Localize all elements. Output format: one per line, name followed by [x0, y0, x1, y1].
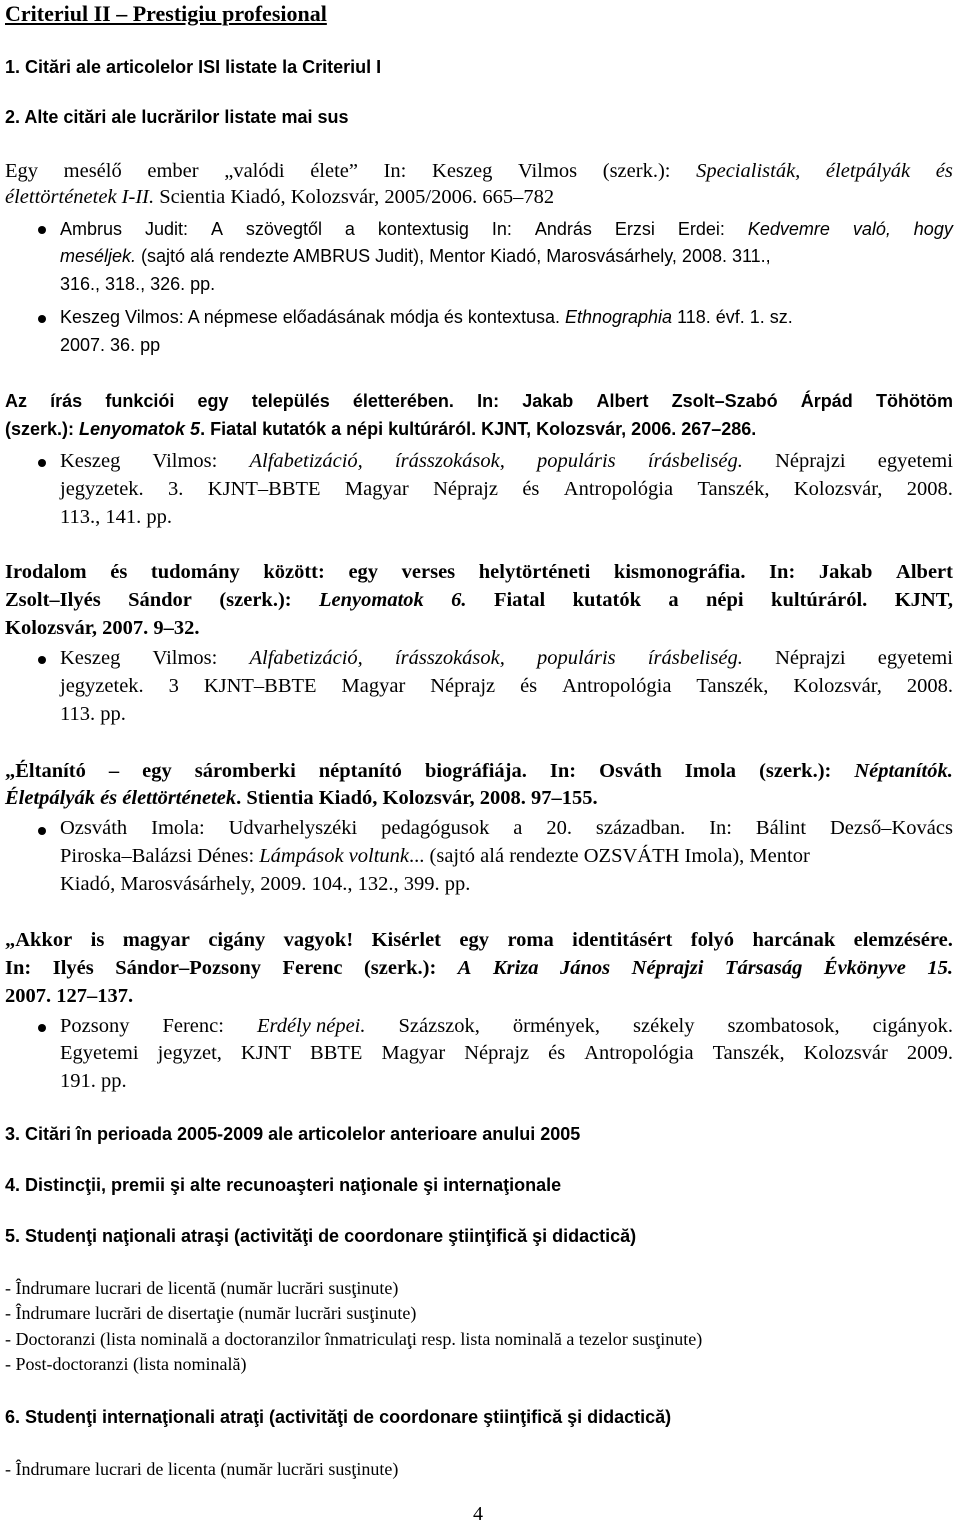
entry-5-citation-1-line-3: 191. pp.: [60, 1070, 127, 1092]
entry-1-citation-1-line-3: 316., 318., 326. pp.: [60, 274, 216, 294]
entry-4-citation-1-line-1: Ozsváth Imola: Udvarhelyszéki pedagógusok a 20. században. In: Bálint Dezső–Kovács: [60, 817, 953, 839]
entry-2-citation-1-line-1: Keszeg Vilmos: Alfabetizáció, írásszokások, populáris írásbeliség. Néprajzi egyetemi: [60, 450, 953, 472]
page-number: 4: [473, 1503, 483, 1525]
item-6-heading: 6. Studenţi internaţionali atraţi (activităţi de coordonare ştiinţifică şi didactică): [5, 1407, 672, 1427]
entry-2-citation-1-line-3: 113., 141. pp.: [60, 506, 172, 528]
entry-5-line-2: In: Ilyés Sándor–Pozsony Ferenc (szerk.): A Kriza János Néprajzi Társaság Évkönyve 15.: [5, 957, 953, 979]
list-item: - Doctoranzi (lista nominală a doctoranzilor înmatriculaţi resp. lista nominală a tezelor susţinute): [5, 1329, 703, 1349]
entry-4-citation-1-line-3: Kiadó, Marosvásárhely, 2009. 104., 132., 399. pp.: [60, 873, 471, 895]
bullet-icon: [38, 459, 46, 467]
bullet-icon: [38, 1024, 46, 1032]
bullet-icon: [38, 827, 46, 835]
bullet-icon: [38, 226, 46, 234]
entry-2-line-1: Az írás funkciói egy település életterében. In: Jakab Albert Zsolt–Szabó Árpád Töhötöm: [5, 391, 953, 411]
entry-3-citation-1-line-3: 113. pp.: [60, 703, 126, 725]
entry-5-line-3: 2007. 127–137.: [5, 985, 134, 1007]
entry-3-line-3: Kolozsvár, 2007. 9–32.: [5, 617, 200, 639]
list-item: - Îndrumare lucrari de licenta (număr lucrări susţinute): [5, 1459, 399, 1479]
item-3-heading: 3. Citări în perioada 2005-2009 ale articolelor anterioare anului 2005: [5, 1124, 581, 1144]
list-item: - Post-doctoranzi (lista nominală): [5, 1354, 247, 1374]
bullet-icon: [38, 656, 46, 664]
section-title: Criteriul II – Prestigiu profesional: [5, 1, 327, 26]
entry-3-citation-1-line-2: jegyzetek. 3 KJNT–BBTE Magyar Néprajz és Antropológia Tanszék, Kolozsvár, 2008.: [60, 675, 953, 697]
entry-3-citation-1-line-1: Keszeg Vilmos: Alfabetizáció, írásszokások, populáris írásbeliség. Néprajzi egyetemi: [60, 647, 953, 669]
list-item: - Îndrumare lucrări de disertaţie (număr lucrări susţinute): [5, 1303, 417, 1323]
entry-4-line-1: „Éltanító – egy sáromberki néptanító biográfiája. In: Osváth Imola (szerk.): Néptanítók.: [5, 760, 953, 782]
item-5-heading: 5. Studenţi naţionali atraşi (activităţi de coordonare ştiinţifică şi didactică): [5, 1226, 637, 1246]
entry-1-citation-2-line-1: Keszeg Vilmos: A népmese előadásának módja és kontextusa. Ethnographia 118. évf. 1. sz.: [60, 307, 793, 327]
entry-4-citation-1-line-2: Piroska–Balázsi Dénes: Lámpások voltunk... (sajtó alá rendezte OZSVÁTH Imola), Mentor: [60, 845, 810, 867]
item-1-heading: 1. Citări ale articolelor ISI listate la Criteriul I: [5, 57, 382, 77]
entry-3-line-1: Irodalom és tudomány között: egy verses helytörténeti kismonográfia. In: Jakab Albert: [5, 561, 953, 583]
entry-1-citation-2-line-2: 2007. 36. pp: [60, 335, 161, 355]
entry-5-line-1: „Akkor is magyar cigány vagyok! Kisérlet egy roma identitásért folyó harcának elemzésére.: [5, 929, 953, 951]
entry-2-line-2: (szerk.): Lenyomatok 5. Fiatal kutatók a népi kultúráról. KJNT, Kolozsvár, 2006. 267–286.: [5, 419, 757, 439]
entry-5-citation-1-line-2: Egyetemi jegyzet, KJNT BBTE Magyar Néprajz és Antropológia Tanszék, Kolozsvár 2009.: [60, 1042, 953, 1064]
bullet-icon: [38, 315, 46, 323]
entry-5-citation-1-line-1: Pozsony Ferenc: Erdély népei. Százszok, örmények, székely szombatosok, cigányok.: [60, 1015, 953, 1037]
entry-1-citation-1-line-1: Ambrus Judit: A szövegtől a kontextusig In: András Erzsi Erdei: Kedvemre való, hogy: [60, 219, 953, 239]
entry-1-line-2: élettörténetek I-II. Scientia Kiadó, Kolozsvár, 2005/2006. 665–782: [5, 186, 555, 208]
entry-4-line-2: Életpályák és élettörténetek. Stientia Kiadó, Kolozsvár, 2008. 97–155.: [5, 787, 598, 809]
list-item: - Îndrumare lucrari de licentă (număr lucrări susţinute): [5, 1278, 399, 1298]
entry-2-citation-1-line-2: jegyzetek. 3. KJNT–BBTE Magyar Néprajz és Antropológia Tanszék, Kolozsvár, 2008.: [60, 478, 953, 500]
entry-3-line-2: Zsolt–Ilyés Sándor (szerk.): Lenyomatok 6. Fiatal kutatók a népi kultúráról. KJNT,: [5, 589, 953, 611]
item-4-heading: 4. Distincţii, premii şi alte recunoaşteri naţionale şi internaţionale: [5, 1175, 562, 1195]
entry-1-citation-1-line-2: meséljek. (sajtó alá rendezte AMBRUS Judit), Mentor Kiadó, Marosvásárhely, 2008. 311.,: [60, 246, 771, 266]
entry-1-line-1: Egy mesélő ember „valódi élete” In: Keszeg Vilmos (szerk.): Specialisták, életpályák és: [5, 160, 953, 182]
item-2-heading: 2. Alte citări ale lucrărilor listate mai sus: [5, 107, 349, 127]
